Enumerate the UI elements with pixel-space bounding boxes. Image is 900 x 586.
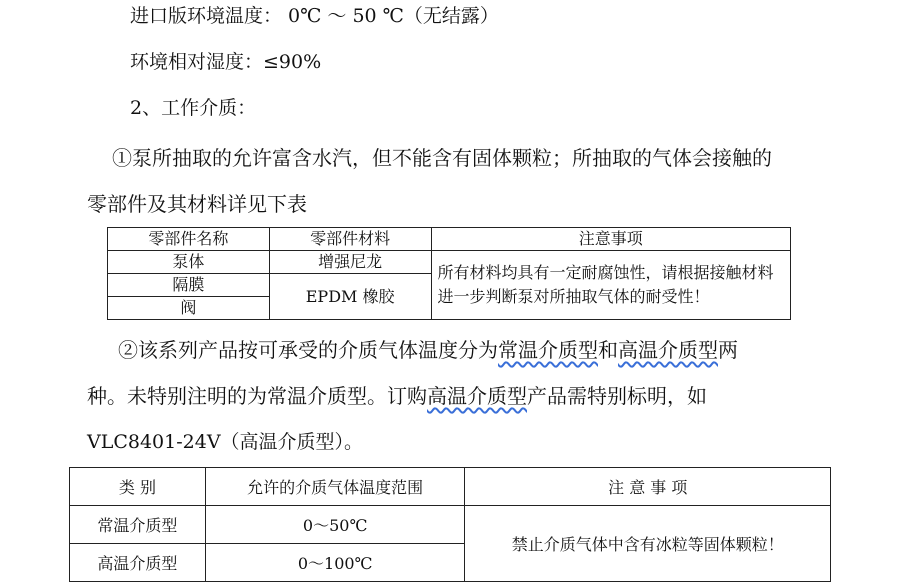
header-temp-range: 允许的介质气体温度范围 <box>205 468 465 506</box>
table-header-row <box>108 228 791 251</box>
paragraph-2-line-3: VLC8401-24V（高温介质型）。 <box>87 431 364 453</box>
paragraph-2-line-1 <box>118 338 738 362</box>
table-row <box>108 251 791 274</box>
text-span: 两 <box>718 338 738 362</box>
text-span: 和 <box>598 338 618 362</box>
part-name-cell: 隔膜 <box>108 274 270 297</box>
temp-range-cell: 0～50℃ <box>205 506 465 544</box>
paragraph-1-line-2: 零部件及其材料详见下表 <box>87 192 307 216</box>
part-name-cell: 泵体 <box>108 251 270 274</box>
temperature-note-cell: 禁止介质气体中含有冰粒等固体颗粒！ <box>465 506 831 582</box>
part-name-cell: 阀 <box>108 297 270 320</box>
materials-table <box>107 227 791 320</box>
underlined-term: 高温介质型 <box>427 384 527 408</box>
underlined-term: 常温介质型 <box>498 338 598 362</box>
materials-note-cell: 所有材料均具有一定耐腐蚀性，请根据接触材料进一步判断泵对所抽取气体的耐受性！ <box>431 251 790 320</box>
temperature-table <box>69 467 831 582</box>
text-span: 种。未特别注明的为常温介质型。订购 <box>87 384 427 408</box>
header-category: 类 别 <box>70 468 206 506</box>
env-temp-line: 进口版环境温度： 0℃ ～ 50 ℃（无结露） <box>130 5 499 27</box>
header-part-material: 零部件材料 <box>269 228 431 251</box>
env-humidity-line: 环境相对湿度：≤90% <box>130 51 322 73</box>
paragraph-1-line-1: ①泵所抽取的允许富含水汽，但不能含有固体颗粒；所抽取的气体会接触的 <box>112 146 772 170</box>
text-span: 产品需特别标明，如 <box>527 384 707 408</box>
part-material-cell: 增强尼龙 <box>269 251 431 274</box>
part-material-cell: EPDM 橡胶 <box>269 274 431 320</box>
table-header-row <box>70 468 831 506</box>
section-heading: 2、工作介质： <box>130 97 257 119</box>
text-span: ②该系列产品按可承受的介质气体温度分为 <box>118 338 498 362</box>
category-cell: 高温介质型 <box>70 544 206 582</box>
header-notes: 注 意 事 项 <box>465 468 831 506</box>
paragraph-2-line-2 <box>87 384 707 408</box>
temp-range-cell: 0～100℃ <box>205 544 465 582</box>
table-row <box>70 506 831 544</box>
category-cell: 常温介质型 <box>70 506 206 544</box>
header-part-name: 零部件名称 <box>108 228 270 251</box>
underlined-term: 高温介质型 <box>618 338 718 362</box>
header-notes: 注意事项 <box>431 228 790 251</box>
